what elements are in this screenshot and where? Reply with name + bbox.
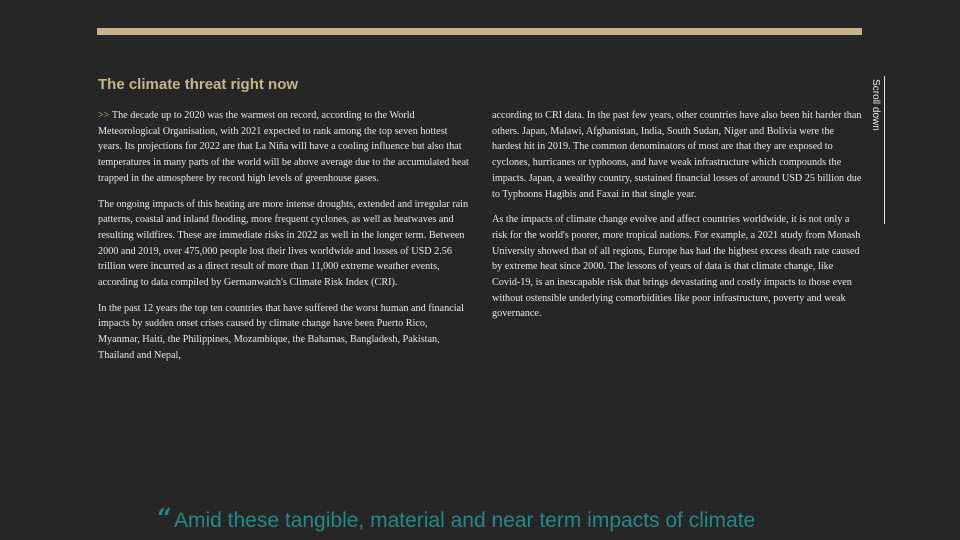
paragraph: As the impacts of climate change evolve and affect countries worldwide, it is not only a risk for the world's poorer, more tropical nations. For example, a 2021 study from Monash University showed that of all regions, Europe has had the highest excess death rate caused by extreme heat since 2000. The lessons of years of data is that climate change, like Covid-19, is an inescapable risk that brings devastating and costly impacts to those even without ostensible underlying comorbidities like poor infrastructure, poverty and weak governance. <box>492 214 861 320</box>
paragraph: In the past 12 years the top ten countries that have suffered the worst human and financial impacts by sudden onset crises caused by climate change have been Puerto Rico, Myanmar, Haiti, the Philippines, Mozambique, the Bahamas, Bangladesh, Pakistan, Thailand and Nepal, <box>98 302 464 361</box>
section-heading: The climate threat right now <box>98 76 299 93</box>
paragraph: The ongoing impacts of this heating are more intense droughts, extended and irregular rain patterns, coastal and inland flooding, more frequent cyclones, as well as heatwaves and resulting wildfires. These are immediate risks in 2022 as well in the longer term. Between 2000 and 2019, over 475,000 people lost their lives worldwide and losses of USD 2.56 trillion were incurred as a direct result of more than 11,000 extreme weather events, according to data compiled by Germanwatch's Climate Risk Index (CRI). <box>98 198 469 289</box>
paragraph: according to CRI data. In the past few years, other countries have also been hit harder than others. Japan, Malawi, Afghanistan, India, South Sudan, Niger and Bolivia were the hardest hit in 2019. The common denominators of most are that they are exposed to cyclones, hurricanes or typhoons, and have weak infrastructure which compounds the impacts. Japan, a wealthy country, sustained financial losses of around USD 25 billion due to Typhoons Hagibis and Faxai in that single year. <box>492 110 862 200</box>
pull-quote <box>157 502 755 538</box>
article-column-right <box>492 108 864 332</box>
top-rule <box>97 28 862 35</box>
lead-marker: >> <box>98 110 112 121</box>
quote-mark-icon: “ <box>157 504 172 534</box>
scroll-indicator-line <box>884 76 885 224</box>
paragraph <box>98 108 470 187</box>
scroll-down-label[interactable]: Scroll down <box>870 79 881 131</box>
scroll-down-cue[interactable] <box>864 76 886 226</box>
article-column-left <box>98 108 470 374</box>
paragraph-text: The decade up to 2020 was the warmest on record, according to the World Meteorological Organisation, with 2021 expected to rank among the top seven hottest years. Its projections for 2022 are that La Niña will have a cooling influence but also that temperatures in many parts of the world will be above average due to the accumulated heat trapped in the atmosphere by record high levels of greenhouse gases. <box>98 110 469 184</box>
pull-quote-text: Amid these tangible, material and near term impacts of climate <box>173 509 756 532</box>
